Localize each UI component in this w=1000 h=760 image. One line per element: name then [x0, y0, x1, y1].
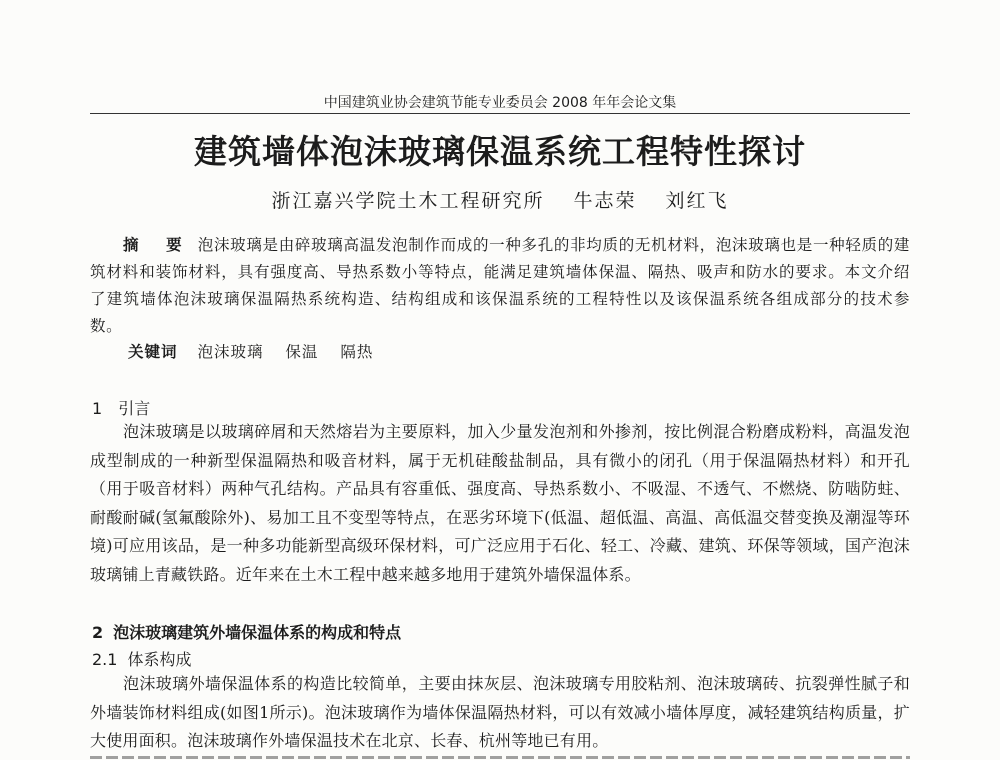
subsection-title: 体系构成: [127, 650, 192, 669]
section-number: 2: [92, 623, 104, 642]
running-head: 中国建筑业协会建筑节能专业委员会 2008 年年会论文集: [323, 95, 677, 111]
section-1-heading: [92, 396, 150, 419]
subsection-2-1-heading: [92, 647, 191, 670]
abstract-text: 泡沫玻璃是由碎玻璃高温发泡制作而成的一种多孔的非均质的无机材料，泡沫玻璃也是一种轻质的建筑材料和装饰材料，具有强度高、导热系数小等特点，能满足建筑墙体保温、隔热、吸声和防水的要求。本文介绍了建筑墙体泡沫玻璃保温隔热系统构造、结构组成和该保温系统的工程特性以及该保温系统各组成部分的技术参数。: [90, 236, 910, 335]
keyword-item: 保温: [285, 343, 319, 361]
keyword-item: 泡沫玻璃: [197, 343, 264, 361]
subsection-number: 2.1: [92, 650, 118, 669]
section-number: 1: [92, 399, 103, 418]
cutoff-next-line: [90, 752, 910, 760]
keyword-item: 隔热: [340, 343, 374, 361]
header-rule: [90, 113, 910, 114]
section-title: 引言: [118, 399, 151, 418]
section-2-heading: [92, 620, 401, 643]
abstract: [90, 232, 910, 340]
abstract-label: 摘 要: [123, 236, 188, 254]
paper-authors: 浙江嘉兴学院土木工程研究所 牛志荣 刘红飞: [271, 190, 729, 212]
section-title: 泡沫玻璃建筑外墙保温体系的构成和特点: [113, 623, 402, 642]
keywords-label: 关键词: [128, 343, 178, 361]
keywords: [128, 340, 389, 362]
paper-title: 建筑墙体泡沫玻璃保温系统工程特性探讨: [194, 132, 806, 171]
subsection-2-1-paragraph: 泡沫玻璃外墙保温体系的构造比较简单，主要由抹灰层、泡沫玻璃专用胶粘剂、泡沫玻璃砖、抗裂弹性腻子和外墙装饰材料组成(如图1所示)。泡沫玻璃作为墙体保温隔热材料，可以有效减小墙体厚度，减轻建筑结构质量，扩大使用面积。泡沫玻璃作外墙保温技术在北京、长春、杭州等地已有用。: [90, 674, 910, 750]
section-1-paragraph: 泡沫玻璃是以玻璃碎屑和天然熔岩为主要原料，加入少量发泡剂和外掺剂，按比例混合粉磨成粉料，高温发泡成型制成的一种新型保温隔热和吸音材料，属于无机硅酸盐制品，具有微小的闭孔（用于保温隔热材料）和开孔（用于吸音材料）两种气孔结构。产品具有容重低、强度高、导热系数小、不吸湿、不透气、不燃烧、防啮防蛀、耐酸耐碱(氢氟酸除外)、易加工且不变型等特点，在恶劣环境下(低温、超低温、高温、高低温交替变换及潮湿等环境)可应用该品，是一种多功能新型高级环保材料，可广泛应用于石化、轻工、冷藏、建筑、环保等领域，国产泡沫玻璃铺上青藏铁路。近年来在土木工程中越来越多地用于建筑外墙保温体系。: [90, 422, 910, 584]
